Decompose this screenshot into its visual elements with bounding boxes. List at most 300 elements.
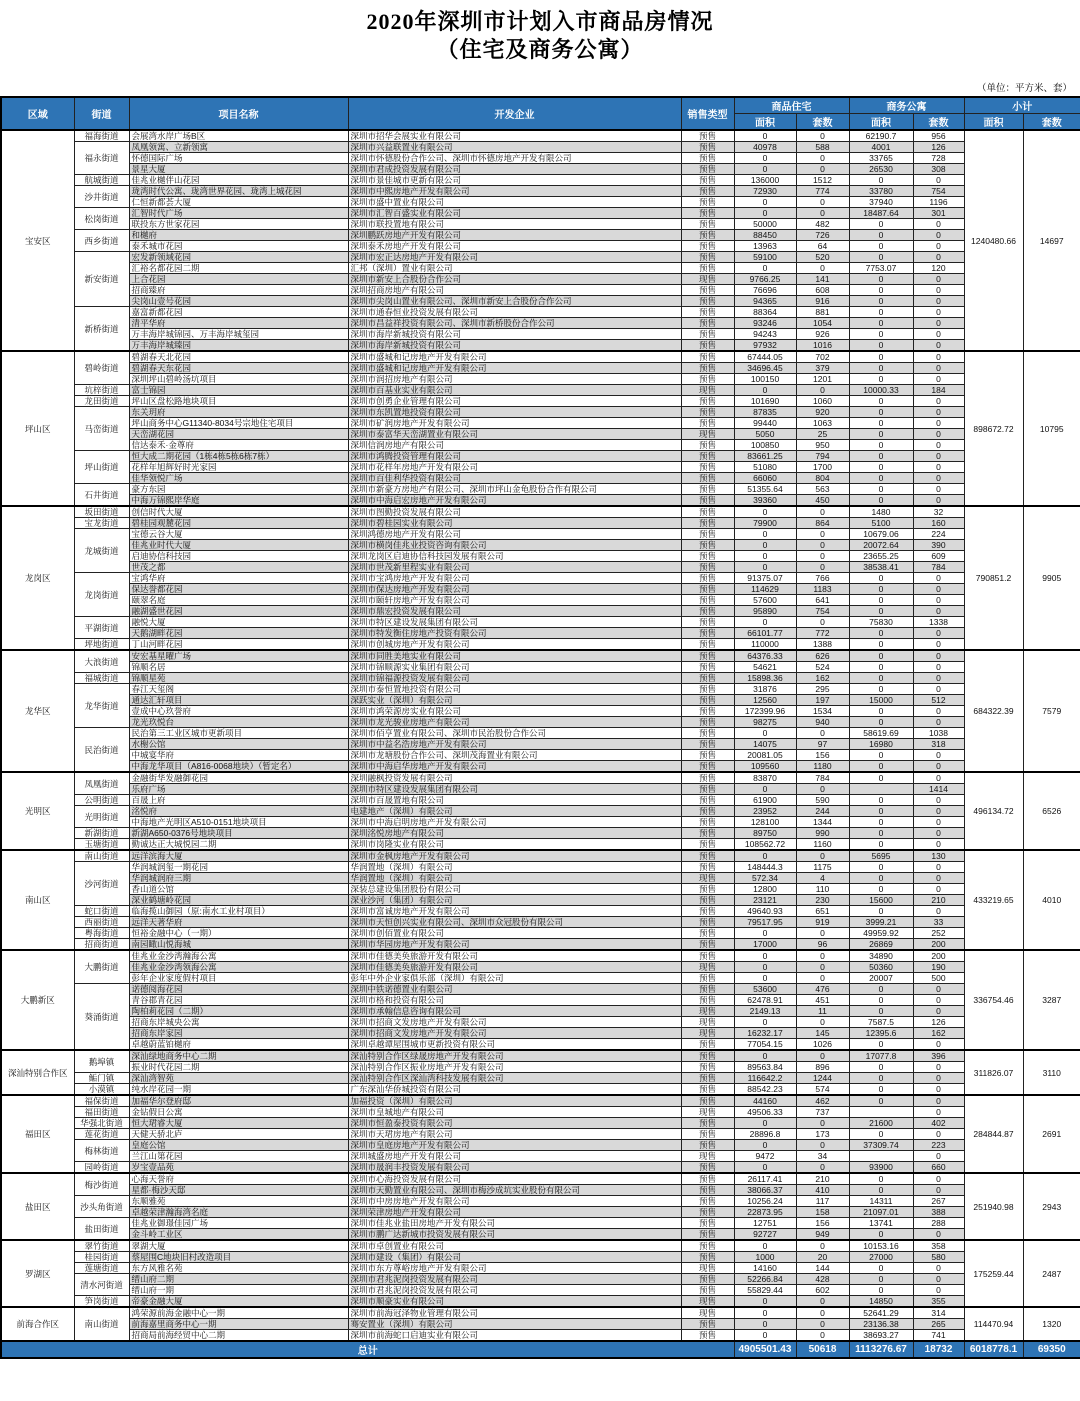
res-area-cell: 66060: [734, 473, 796, 484]
project-name-cell: 花样年旭辉好时光家园: [129, 462, 348, 473]
apt-area-cell: 0: [849, 839, 913, 851]
res-units-cell: 0: [796, 540, 849, 551]
apt-area-cell: 0: [849, 606, 913, 617]
project-name-cell: 碧湖春天东花园: [129, 363, 348, 374]
apt-units-cell: 0: [913, 573, 964, 584]
res-area-cell: 128100: [734, 817, 796, 828]
table-row: [1, 817, 1080, 828]
sale-type-cell: 预售: [681, 750, 734, 761]
apt-units-cell: 0: [913, 1173, 964, 1185]
project-name-cell: 创信时代大厦: [129, 506, 348, 518]
apt-units-cell: 0: [913, 595, 964, 606]
developer-cell: 汇邦（深圳）置业有限公司: [348, 263, 681, 274]
developer-cell: 深业沙河（集团）有限公司: [348, 895, 681, 906]
res-area-cell: 62478.91: [734, 995, 796, 1006]
res-area-cell: 97932: [734, 340, 796, 352]
sale-type-cell: 预售: [681, 1196, 734, 1207]
developer-cell: 深圳市创勇企业管理有限公司: [348, 396, 681, 407]
grand-total-sub-units: 69350: [1023, 1341, 1080, 1358]
street-cell: 莲花街道: [74, 1129, 129, 1140]
apt-units-cell: 0: [913, 296, 964, 307]
apt-units-cell: 0: [913, 1129, 964, 1140]
sale-type-cell: 预售: [681, 462, 734, 473]
apt-units-cell: 0: [913, 329, 964, 340]
apt-units-cell: 0: [913, 584, 964, 595]
district-subtotal-area-cell: 684322.39: [964, 650, 1023, 772]
apt-area-cell: 0: [849, 230, 913, 241]
res-area-cell: 15898.36: [734, 673, 796, 684]
res-units-cell: 520: [796, 252, 849, 263]
res-area-cell: 57600: [734, 595, 796, 606]
res-area-cell: 172399.96: [734, 706, 796, 717]
apt-units-cell: 0: [913, 241, 964, 252]
sale-type-cell: 预售: [681, 1252, 734, 1263]
developer-cell: 深圳市天珺房地产有限公司: [348, 1129, 681, 1140]
apt-units-cell: 126: [913, 142, 964, 153]
apt-area-cell: 0: [849, 862, 913, 873]
apt-units-cell: 0: [913, 407, 964, 418]
res-area-cell: 1000: [734, 1252, 796, 1263]
apt-area-cell: 0: [849, 274, 913, 285]
res-area-cell: 31876: [734, 684, 796, 695]
apt-area-cell: 93900: [849, 1162, 913, 1174]
sale-type-cell: 现售: [681, 1028, 734, 1039]
developer-cell: 深圳市恒盈泰投资有限公司: [348, 1118, 681, 1129]
apt-area-cell: [849, 1151, 913, 1162]
table-row: [1, 1296, 1080, 1308]
res-area-cell: 0: [734, 1330, 796, 1342]
street-cell: 南山街道: [74, 850, 129, 862]
table-row: [1, 839, 1080, 851]
table-row: [1, 1173, 1080, 1185]
res-area-cell: 0: [734, 385, 796, 396]
sale-type-cell: 预售: [681, 1330, 734, 1342]
apt-area-cell: 0: [849, 573, 913, 584]
project-name-cell: 富士锦园: [129, 385, 348, 396]
apt-area-cell: 37309.74: [849, 1140, 913, 1151]
district-subtotal-area-cell: 336754.46: [964, 950, 1023, 1050]
apt-units-cell: 0: [913, 285, 964, 296]
table-row: [1, 329, 1080, 340]
res-units-cell: 0: [796, 1017, 849, 1028]
street-cell: 葵涌街道: [74, 984, 129, 1051]
developer-cell: 深圳市鼎宏投资发展有限公司: [348, 606, 681, 617]
table-row: [1, 717, 1080, 728]
sale-type-cell: 预售: [681, 728, 734, 739]
street-cell: 龙岗街道: [74, 573, 129, 617]
apt-area-cell: 0: [849, 484, 913, 495]
street-cell: 沙河街道: [74, 862, 129, 906]
developer-cell: 深圳市颐轩房地产开发有限公司: [348, 595, 681, 606]
table-row: [1, 706, 1080, 717]
district-subtotal-units-cell: 7579: [1023, 650, 1080, 772]
table-row: [1, 873, 1080, 884]
street-cell: 清水河街道: [74, 1274, 129, 1296]
sale-type-cell: 预售: [681, 695, 734, 706]
res-area-cell: 40978: [734, 142, 796, 153]
res-area-cell: 53600: [734, 984, 796, 995]
developer-cell: 深圳市盛中置业有限公司: [348, 197, 681, 208]
res-units-cell: 990: [796, 828, 849, 839]
res-area-cell: 0: [734, 928, 796, 939]
table-row: [1, 142, 1080, 153]
project-name-cell: 坪山区盘松路地块项目: [129, 396, 348, 407]
project-name-cell: 天鹅湖畔花园: [129, 628, 348, 639]
street-cell: 粤海街道: [74, 928, 129, 939]
apt-units-cell: 0: [913, 1285, 964, 1296]
developer-cell: 深圳市招商文发房地产开发有限公司: [348, 1017, 681, 1028]
developer-cell: 深圳市鸿腾投资管理有限公司: [348, 451, 681, 462]
developer-cell: 深圳市兴益联置业有限公司: [348, 142, 681, 153]
apt-area-cell: 0: [849, 407, 913, 418]
apt-area-cell: 5695: [849, 850, 913, 862]
developer-cell: 深圳市盛城和记房地产开发有限公司: [348, 363, 681, 374]
table-row: [1, 484, 1080, 495]
res-units-cell: 482: [796, 219, 849, 230]
res-units-cell: 34: [796, 1151, 849, 1162]
table-row: [1, 130, 1080, 142]
table-row: [1, 1240, 1080, 1252]
res-area-cell: 95890: [734, 606, 796, 617]
project-name-cell: 碧桂园观麓花园: [129, 518, 348, 529]
table-row: [1, 1307, 1080, 1319]
res-units-cell: 0: [796, 1307, 849, 1319]
apt-area-cell: 38538.41: [849, 562, 913, 573]
sale-type-cell: 预售: [681, 506, 734, 518]
res-area-cell: 0: [734, 617, 796, 628]
res-area-cell: 26117.41: [734, 1173, 796, 1185]
developer-cell: 深圳市华园房地产开发有限公司: [348, 939, 681, 951]
table-row: [1, 1330, 1080, 1342]
table-row: [1, 639, 1080, 651]
sale-type-cell: 预售: [681, 684, 734, 695]
apt-area-cell: 0: [849, 884, 913, 895]
sale-type-cell: 预售: [681, 363, 734, 374]
res-units-cell: 1063: [796, 418, 849, 429]
unit-note: （单位：平方米、套）: [976, 84, 1072, 94]
apt-area-cell: 0: [849, 828, 913, 839]
project-name-cell: 恒裕金融中心（一期）: [129, 928, 348, 939]
table-row: [1, 650, 1080, 662]
district-subtotal-units-cell: 9905: [1023, 506, 1080, 650]
res-units-cell: 602: [796, 1285, 849, 1296]
table-row: [1, 473, 1080, 484]
col-header-apt-area: 面积: [849, 114, 913, 131]
apt-area-cell: 0: [849, 1173, 913, 1185]
res-area-cell: 39360: [734, 495, 796, 507]
developer-cell: 深圳市中熙房地产开发有限公司: [348, 186, 681, 197]
table-row: [1, 984, 1080, 995]
res-area-cell: 17000: [734, 939, 796, 951]
street-cell: 福海街道: [74, 130, 129, 142]
res-area-cell: 0: [734, 551, 796, 562]
res-area-cell: 9472: [734, 1151, 796, 1162]
project-name-cell: 招商局前海经贸中心二期: [129, 1330, 348, 1342]
apt-area-cell: [849, 1107, 913, 1118]
apt-units-cell: 288: [913, 1218, 964, 1229]
res-units-cell: 0: [796, 529, 849, 540]
res-units-cell: 462: [796, 1095, 849, 1107]
res-area-cell: 23952: [734, 806, 796, 817]
developer-cell: 深圳市天恒创兴实业有限公司、深圳市众冠股份有限公司: [348, 917, 681, 928]
table-row: [1, 175, 1080, 186]
apt-units-cell: 200: [913, 939, 964, 951]
apt-area-cell: 75830: [849, 617, 913, 628]
res-area-cell: 79900: [734, 518, 796, 529]
developer-cell: 深圳市同胜美地实业有限公司: [348, 650, 681, 662]
res-area-cell: 114629: [734, 584, 796, 595]
res-area-cell: 0: [734, 263, 796, 274]
table-row: [1, 1285, 1080, 1296]
table-row: [1, 1218, 1080, 1229]
res-area-cell: 9766.25: [734, 274, 796, 285]
sale-type-cell: 预售: [681, 828, 734, 839]
apt-area-cell: 0: [849, 795, 913, 806]
table-row: [1, 1252, 1080, 1263]
sale-type-cell: 预售: [681, 717, 734, 728]
res-units-cell: 1700: [796, 462, 849, 473]
district-subtotal-area-cell: 898672.72: [964, 351, 1023, 506]
apt-area-cell: 0: [849, 1073, 913, 1084]
apt-area-cell: 0: [849, 817, 913, 828]
table-row: [1, 673, 1080, 684]
res-units-cell: 0: [796, 1140, 849, 1151]
sale-type-cell: 预售: [681, 973, 734, 984]
sale-type-cell: 预售: [681, 1095, 734, 1107]
table-row: [1, 728, 1080, 739]
res-area-cell: 77054.15: [734, 1039, 796, 1051]
res-area-cell: 100850: [734, 440, 796, 451]
res-units-cell: 774: [796, 186, 849, 197]
apt-units-cell: 0: [913, 318, 964, 329]
apt-area-cell: 5100: [849, 518, 913, 529]
table-row: [1, 241, 1080, 252]
res-area-cell: 94365: [734, 296, 796, 307]
district-subtotal-area-cell: 175259.44: [964, 1240, 1023, 1307]
sale-type-cell: 预售: [681, 839, 734, 851]
res-area-cell: 0: [734, 728, 796, 739]
district-subtotal-units-cell: 4010: [1023, 850, 1080, 950]
res-units-cell: 1160: [796, 839, 849, 851]
res-area-cell: 12560: [734, 695, 796, 706]
project-name-cell: 卓越蔚蓝铂樾府: [129, 1039, 348, 1051]
apt-area-cell: 10153.16: [849, 1240, 913, 1252]
sale-type-cell: 预售: [681, 1185, 734, 1196]
apt-units-cell: 0: [913, 440, 964, 451]
district-subtotal-units-cell: 14697: [1023, 130, 1080, 351]
project-name-cell: 帝豪金融大厦: [129, 1296, 348, 1308]
developer-cell: 深圳鹏跃房地产开发有限公司: [348, 230, 681, 241]
apt-area-cell: 4001: [849, 142, 913, 153]
street-cell: 光明街道: [74, 806, 129, 828]
res-units-cell: 0: [796, 850, 849, 862]
apt-units-cell: 0: [913, 906, 964, 917]
street-cell: 西丽街道: [74, 917, 129, 928]
sale-type-cell: 预售: [681, 939, 734, 951]
developer-cell: 深圳市佳兆业盐田房地产开发有限公司: [348, 1218, 681, 1229]
res-area-cell: 50000: [734, 219, 796, 230]
res-units-cell: 651: [796, 906, 849, 917]
sale-type-cell: 现售: [681, 962, 734, 973]
sale-type-cell: 预售: [681, 1173, 734, 1185]
apt-units-cell: 0: [913, 484, 964, 495]
street-cell: 沙井街道: [74, 186, 129, 208]
developer-cell: 深圳市金枫房地产开发有限公司: [348, 850, 681, 862]
table-row: [1, 506, 1080, 518]
apt-area-cell: 0: [849, 1062, 913, 1073]
developer-cell: 深圳鸿德房地产开发有限公司: [348, 529, 681, 540]
sale-type-cell: 现售: [681, 274, 734, 285]
developer-cell: 深圳市天勤置业有限公司、深圳市梅沙成坑实业股份有限公司: [348, 1185, 681, 1196]
project-name-cell: 前海嘉里商务中心一期: [129, 1319, 348, 1330]
district-subtotal-area-cell: 433219.65: [964, 850, 1023, 950]
sale-type-cell: 预售: [681, 662, 734, 673]
apt-area-cell: 0: [849, 761, 913, 773]
sale-type-cell: 预售: [681, 917, 734, 928]
project-name-cell: 中海地产光明区A510-0151地块项目: [129, 817, 348, 828]
apt-area-cell: 10679.06: [849, 529, 913, 540]
res-units-cell: 0: [796, 1162, 849, 1174]
res-area-cell: 88542.23: [734, 1084, 796, 1096]
developer-cell: 深圳市建设（集团）有限公司: [348, 1252, 681, 1263]
res-units-cell: 784: [796, 772, 849, 784]
project-name-cell: 岁宝壹品苑: [129, 1162, 348, 1174]
project-name-cell: 会展湾水岸广场B区: [129, 130, 348, 142]
sale-type-cell: 预售: [681, 374, 734, 385]
res-units-cell: 1026: [796, 1039, 849, 1051]
developer-cell: 深圳市顺豪实业有限公司: [348, 1296, 681, 1308]
apt-area-cell: 27000: [849, 1252, 913, 1263]
col-header-developer: 开发企业: [348, 97, 681, 130]
developer-cell: 深圳市中海启华房地产开发有限公司: [348, 761, 681, 773]
table-row: [1, 995, 1080, 1006]
sale-type-cell: 预售: [681, 252, 734, 263]
col-header-street: 街道: [74, 97, 129, 130]
sale-type-cell: 预售: [681, 906, 734, 917]
apt-area-cell: 0: [849, 706, 913, 717]
res-area-cell: 572.34: [734, 873, 796, 884]
col-header-project: 项目名称: [129, 97, 348, 130]
apt-area-cell: 38693.27: [849, 1330, 913, 1342]
res-area-cell: 93246: [734, 318, 796, 329]
sale-type-cell: 预售: [681, 1129, 734, 1140]
street-cell: 园岭街道: [74, 1162, 129, 1174]
apt-units-cell: 500: [913, 973, 964, 984]
table-row: [1, 617, 1080, 628]
res-units-cell: 0: [796, 1330, 849, 1342]
res-units-cell: 702: [796, 351, 849, 363]
table-row: [1, 806, 1080, 817]
res-units-cell: 590: [796, 795, 849, 806]
table-row: [1, 529, 1080, 540]
sale-type-cell: 预售: [681, 1319, 734, 1330]
res-units-cell: 920: [796, 407, 849, 418]
project-name-cell: 洺悦府: [129, 806, 348, 817]
project-name-cell: 恒大成二期花园（1栋4栋5栋6栋7栋）: [129, 451, 348, 462]
table-row: [1, 684, 1080, 695]
street-cell: 梅林街道: [74, 1140, 129, 1162]
street-cell: 蛇口街道: [74, 906, 129, 917]
table-row: [1, 1095, 1080, 1107]
sale-type-cell: 预售: [681, 451, 734, 462]
res-units-cell: 410: [796, 1185, 849, 1196]
res-units-cell: 864: [796, 518, 849, 529]
sale-type-cell: 预售: [681, 772, 734, 784]
res-area-cell: 148444.3: [734, 862, 796, 873]
sale-type-cell: 预售: [681, 241, 734, 252]
street-cell: 招商街道: [74, 939, 129, 951]
project-name-cell: 碧湖春天北花园: [129, 351, 348, 363]
street-cell: 龙华街道: [74, 684, 129, 728]
developer-cell: 深圳市润招房地产有限公司: [348, 374, 681, 385]
table-row: [1, 1274, 1080, 1285]
grand-total-res-area: 4905501.43: [734, 1341, 796, 1358]
apt-units-cell: 0: [913, 984, 964, 995]
res-area-cell: 34696.45: [734, 363, 796, 374]
document-title-line2: （住宅及商务公寓）: [436, 37, 644, 62]
developer-cell: 深圳市龙光骏业房地产有限公司: [348, 717, 681, 728]
col-header-res-units: 套数: [796, 114, 849, 131]
street-cell: 松岗街道: [74, 208, 129, 230]
res-units-cell: 766: [796, 573, 849, 584]
apt-units-cell: 0: [913, 828, 964, 839]
developer-cell: 深圳洺悦房地产有限公司: [348, 828, 681, 839]
res-units-cell: 451: [796, 995, 849, 1006]
sale-type-cell: 预售: [681, 230, 734, 241]
apt-units-cell: 956: [913, 130, 964, 142]
apt-units-cell: 754: [913, 186, 964, 197]
project-name-cell: 世茂之都: [129, 562, 348, 573]
apt-units-cell: 130: [913, 850, 964, 862]
table-row: [1, 518, 1080, 529]
street-cell: 南山街道: [74, 1307, 129, 1341]
res-units-cell: 0: [796, 506, 849, 518]
apt-area-cell: 7753.07: [849, 263, 913, 274]
res-area-cell: 0: [734, 1140, 796, 1151]
street-cell: 新安街道: [74, 252, 129, 307]
developer-cell: 深圳市心海投资发展有限公司: [348, 1173, 681, 1185]
res-units-cell: 11: [796, 1006, 849, 1017]
res-area-cell: 88364: [734, 307, 796, 318]
res-units-cell: 1183: [796, 584, 849, 595]
project-name-cell: 新湖A650-0376号地块项目: [129, 828, 348, 839]
apt-units-cell: 0: [913, 817, 964, 828]
res-units-cell: 162: [796, 673, 849, 684]
developer-cell: 深圳市图勤投资发展有限公司: [348, 506, 681, 518]
apt-units-cell: 252: [913, 928, 964, 939]
apt-units-cell: 0: [913, 884, 964, 895]
sale-type-cell: 现售: [681, 873, 734, 884]
res-area-cell: 0: [734, 208, 796, 219]
res-area-cell: 98275: [734, 717, 796, 728]
apt-area-cell: 0: [849, 1263, 913, 1274]
sale-type-cell: 预售: [681, 440, 734, 451]
apt-units-cell: 0: [913, 873, 964, 884]
apt-units-cell: 0: [913, 351, 964, 363]
res-area-cell: 44160: [734, 1095, 796, 1107]
res-units-cell: 96: [796, 939, 849, 951]
housing-supply-table: [0, 96, 1080, 1359]
apt-area-cell: 0: [849, 252, 913, 263]
apt-area-cell: 0: [849, 1084, 913, 1096]
res-units-cell: 1344: [796, 817, 849, 828]
res-area-cell: 87835: [734, 407, 796, 418]
res-area-cell: 99440: [734, 418, 796, 429]
project-name-cell: 华润城润府三期: [129, 873, 348, 884]
apt-units-cell: 267: [913, 1196, 964, 1207]
street-cell: 新湖街道: [74, 828, 129, 839]
res-units-cell: 1180: [796, 761, 849, 773]
